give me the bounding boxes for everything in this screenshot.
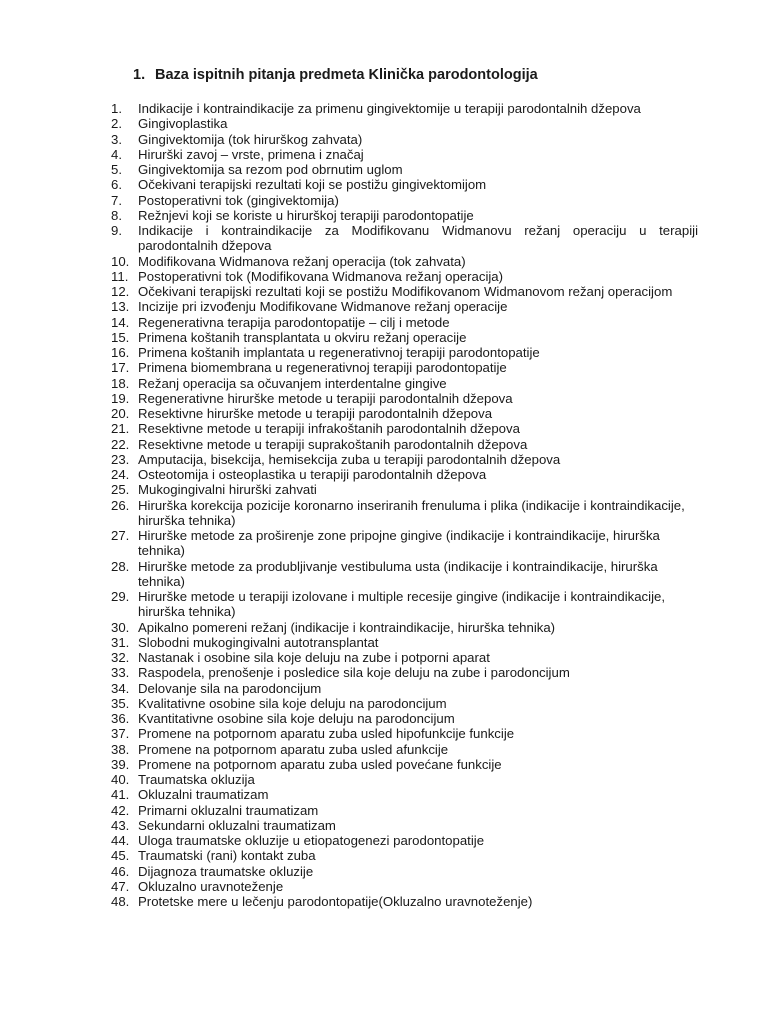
- question-number: 6.: [111, 177, 122, 193]
- question-text: Promene na potpornom aparatu zuba usled povećane funkcije: [138, 756, 502, 772]
- question-text: Incizije pri izvođenju Modifikovane Widmanove režanj operacije: [138, 299, 508, 315]
- question-item: [111, 498, 698, 529]
- question-text: Sekundarni okluzalni traumatizam: [138, 817, 336, 833]
- question-item: [111, 528, 698, 559]
- question-number: 20.: [111, 406, 130, 421]
- question-number: 8.: [111, 207, 122, 223]
- question-number: 16.: [111, 345, 130, 360]
- question-number: 23.: [111, 451, 130, 467]
- question-text: Primena koštanih transplantata u okviru režanj operacije: [138, 329, 467, 345]
- question-item: [111, 650, 698, 665]
- question-item: [111, 360, 698, 375]
- question-number: 47.: [111, 878, 130, 894]
- question-number: 15.: [111, 329, 130, 345]
- question-text: Uloga traumatske okluzije u etiopatogenezi parodontopatije: [138, 833, 485, 848]
- question-item: [111, 391, 698, 406]
- question-text: Gingivektomija (tok hirurškog zahvata): [138, 131, 363, 147]
- question-number: 30.: [111, 619, 130, 635]
- question-number: 37.: [111, 726, 130, 742]
- question-text: Gingivektomija sa rezom pod obrnutim uglom: [138, 162, 403, 177]
- question-number: 4.: [111, 146, 122, 162]
- question-text: Očekivani terapijski rezultati koji se postižu gingivektomijom: [138, 177, 487, 193]
- question-item: [111, 345, 698, 360]
- question-item: [111, 223, 698, 254]
- question-number: 26.: [111, 497, 130, 513]
- question-item: [111, 208, 698, 223]
- question-number: 39.: [111, 756, 130, 772]
- question-text: Režnjevi koji se koriste u hirurškoj terapiji parodontopatije: [138, 207, 474, 223]
- question-text: Kvantitativne osobine sila koje deluju na parodoncijum: [138, 711, 455, 726]
- question-item: [111, 101, 698, 116]
- question-text: Primarni okluzalni traumatizam: [138, 802, 319, 818]
- question-item: [111, 818, 698, 833]
- question-number: 19.: [111, 390, 130, 406]
- question-number: 12.: [111, 284, 130, 299]
- question-item: [111, 330, 698, 345]
- question-item: [111, 711, 698, 726]
- title-text: Baza ispitnih pitanja predmeta Klinička parodontologija: [155, 67, 538, 83]
- question-text: Protetske mere u lečenju parodontopatije(Okluzalno uravnoteženje): [138, 894, 533, 909]
- question-text: Okluzalni traumatizam: [138, 787, 269, 803]
- question-number: 10.: [111, 253, 130, 269]
- question-text: Delovanje sila na parodoncijum: [138, 680, 322, 696]
- question-item: [111, 177, 698, 192]
- question-item: [111, 299, 698, 314]
- question-text: Hirurška korekcija pozicije koronarno inseriranih frenuluma i plika (indikacije i kontraindikacije, hirurška tehnika): [138, 497, 685, 528]
- question-text: Traumatski (rani) kontakt zuba: [138, 848, 316, 864]
- question-number: 45.: [111, 848, 130, 864]
- question-item: [111, 315, 698, 330]
- question-item: [111, 787, 698, 802]
- question-number: 17.: [111, 360, 130, 376]
- question-number: 46.: [111, 863, 130, 879]
- question-text: Primena koštanih implantata u regenerativnoj terapiji parodontopatije: [138, 345, 540, 360]
- question-text: Promene na potpornom aparatu zuba usled hipofunkcije funkcije: [138, 726, 515, 742]
- question-number: 43.: [111, 817, 130, 833]
- question-item: [111, 589, 698, 620]
- question-item: [111, 879, 698, 894]
- question-number: 36.: [111, 711, 130, 726]
- question-number: 7.: [111, 192, 122, 208]
- question-item: [111, 620, 698, 635]
- question-item: [111, 376, 698, 391]
- question-text: Postoperativni tok (gingivektomija): [138, 192, 339, 208]
- question-item: [111, 452, 698, 467]
- question-text: Regenerativne hirurške metode u terapiji parodontalnih džepova: [138, 390, 513, 406]
- question-item: [111, 269, 698, 284]
- question-text: Resektivne hirurške metode u terapiji parodontalnih džepova: [138, 406, 493, 421]
- question-text: Kvalitativne osobine sila koje deluju na parodoncijum: [138, 695, 447, 711]
- question-item: [111, 864, 698, 879]
- question-text: Modifikovana Widmanova režanj operacija (tok zahvata): [138, 253, 466, 269]
- question-number: 29.: [111, 589, 130, 604]
- question-item: [111, 665, 698, 680]
- question-item: [111, 437, 698, 452]
- question-item: [111, 132, 698, 147]
- question-number: 32.: [111, 650, 130, 665]
- question-item: [111, 833, 698, 848]
- question-number: 9.: [111, 223, 122, 238]
- question-text: Traumatska okluzija: [138, 772, 255, 787]
- question-item: [111, 116, 698, 131]
- question-number: 31.: [111, 634, 130, 650]
- question-text: Mukogingivalni hirurški zahvati: [138, 482, 317, 498]
- question-text: Raspodela, prenošenje i posledice sila koje deluju na zube i parodoncijum: [138, 665, 570, 681]
- question-number: 41.: [111, 787, 130, 803]
- question-number: 38.: [111, 741, 130, 757]
- question-text: Promene na potpornom aparatu zuba usled afunkcije: [138, 741, 449, 757]
- question-number: 18.: [111, 375, 130, 391]
- question-number: 27.: [111, 528, 130, 543]
- question-item: [111, 803, 698, 818]
- question-text: Očekivani terapijski rezultati koji se postižu Modifikovanom Widmanovom režanj operacijom: [138, 284, 673, 299]
- question-text: Gingivoplastika: [138, 116, 228, 132]
- question-text: Hirurški zavoj – vrste, primena i značaj: [138, 146, 364, 162]
- question-item: [111, 467, 698, 482]
- question-item: [111, 772, 698, 787]
- question-number: 22.: [111, 436, 130, 452]
- question-text: Okluzalno uravnoteženje: [138, 878, 284, 894]
- question-text: Resektivne metode u terapiji infrakoštanih parodontalnih džepova: [138, 421, 520, 437]
- question-text: Hirurške metode za produbljivanje vestibuluma usta (indikacije i kontraindikacije, hirurška tehnika): [138, 558, 658, 589]
- question-number: 25.: [111, 482, 130, 498]
- question-text: Slobodni mukogingivalni autotransplantat: [138, 634, 379, 650]
- question-number: 13.: [111, 299, 130, 315]
- question-number: 1.: [111, 101, 122, 116]
- question-number: 33.: [111, 665, 130, 681]
- question-number: 11.: [111, 268, 129, 284]
- question-number: 34.: [111, 680, 130, 696]
- title-number: 1.: [133, 67, 146, 83]
- question-number: 21.: [111, 421, 130, 437]
- question-item: [111, 696, 698, 711]
- question-item: [111, 406, 698, 421]
- question-item: [111, 254, 698, 269]
- question-text: Režanj operacija sa očuvanjem interdentalne gingive: [138, 375, 447, 391]
- question-text: Apikalno pomereni režanj (indikacije i kontraindikacije, hirurška tehnika): [138, 619, 556, 635]
- question-text: Indikacije i kontraindikacije za primenu gingivektomije u terapiji parodontalnih džepova: [138, 101, 641, 116]
- question-item: [111, 162, 698, 177]
- question-number: 35.: [111, 695, 130, 711]
- question-number: 5.: [111, 162, 122, 177]
- question-text: Hirurške metode u terapiji izolovane i multiple recesije gingive (indikacije i kontraindikacije, hirurška tehnika): [138, 589, 666, 620]
- question-text: Primena biomembrana u regenerativnoj terapiji parodontopatije: [138, 360, 507, 376]
- question-item: [111, 421, 698, 436]
- question-text: Postoperativni tok (Modifikovana Widmanova režanj operacija): [138, 268, 504, 284]
- question-text: Hirurške metode za proširenje zone pripojne gingive (indikacije i kontraindikacije, hirurška tehnika): [138, 528, 660, 559]
- page-title: [133, 67, 538, 83]
- question-item: [111, 147, 698, 162]
- question-item: [111, 757, 698, 772]
- question-number: 24.: [111, 467, 130, 482]
- question-number: 14.: [111, 314, 130, 330]
- question-text: Indikacije i kontraindikacije za Modifikovanu Widmanovu režanj operaciju u terapiji parodontalnih džepova: [138, 223, 698, 254]
- question-number: 42.: [111, 802, 130, 818]
- question-number: 3.: [111, 131, 122, 147]
- question-text: Nastanak i osobine sila koje deluju na zube i potporni aparat: [138, 650, 490, 665]
- question-item: [111, 726, 698, 741]
- question-item: [111, 635, 698, 650]
- question-item: [111, 681, 698, 696]
- question-text: Resektivne metode u terapiji suprakoštanih parodontalnih džepova: [138, 436, 528, 452]
- question-item: [111, 848, 698, 863]
- question-text: Regenerativna terapija parodontopatije – cilj i metode: [138, 314, 450, 330]
- question-item: [111, 894, 698, 909]
- question-item: [111, 482, 698, 497]
- question-text: Amputacija, bisekcija, hemisekcija zuba u terapiji parodontalnih džepova: [138, 451, 561, 467]
- question-item: [111, 193, 698, 208]
- question-item: [111, 742, 698, 757]
- question-list: [111, 101, 698, 909]
- question-text: Dijagnoza traumatske okluzije: [138, 863, 314, 879]
- question-number: 28.: [111, 558, 130, 574]
- question-number: 2.: [111, 116, 122, 132]
- question-text: Osteotomija i osteoplastika u terapiji parodontalnih džepova: [138, 467, 487, 482]
- question-number: 44.: [111, 833, 130, 848]
- question-item: [111, 284, 698, 299]
- question-item: [111, 559, 698, 590]
- question-number: 48.: [111, 894, 130, 909]
- question-number: 40.: [111, 772, 130, 787]
